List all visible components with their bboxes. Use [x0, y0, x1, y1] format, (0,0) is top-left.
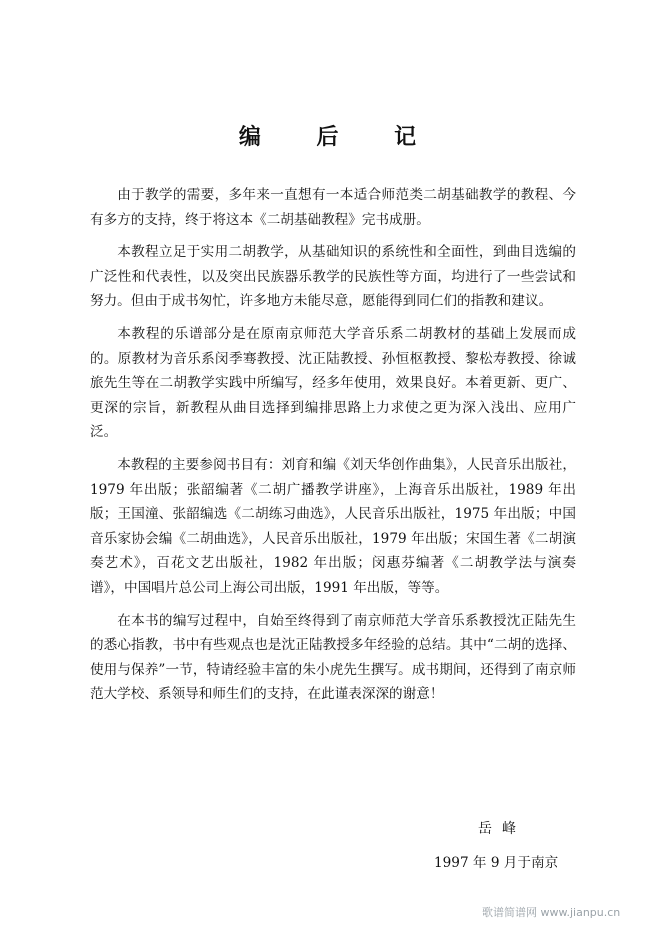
paragraph-2: 本教程立足于实用二胡教学，从基础知识的系统性和全面性，到曲目选编的广泛性和代表性，以及突出民族器乐教学的民族性等方面，均进行了一些尝试和努力。但由于成书匆忙，许多地方未能尽意，愿能得到同仁们的指教和建议。 [90, 244, 576, 310]
paragraph-1: 由于教学的需要，多年来一直想有一本适合师范类二胡基础教学的教程、今有多方的支持，终于将这本《二胡基础教程》完书成册。 [90, 187, 576, 228]
paragraph-5: 在本书的编写过程中，自始至终得到了南京师范大学音乐系教授沈正陆先生的悉心指教，书中有些观点也是沈正陆教授多年经验的总结。其中“二胡的选择、使用与保养”一节，特请经验丰富的朱小虎先生撰写。成书期间，还得到了南京师范大学校、系领导和师生们的支持，在此谨表深深的谢意！ [90, 612, 576, 703]
page-title: 编 后 记 [238, 125, 441, 150]
watermark: 歌谱简谱网 www.jianpu.cn [482, 906, 621, 919]
paragraph-3: 本教程的乐谱部分是在原南京师范大学音乐系二胡教材的基础上发展而成的。原教材为音乐系闵季骞教授、沈正陆教授、孙恒枢教授、黎松寿教授、徐诚旅先生等在二胡教学实践中所编写，经多年使用，效果良好。本着更新、更广、更深的宗旨，新教程从曲目选择到编排思路上力求使之更为深入浅出、应用广泛。 [90, 325, 576, 441]
document-body [90, 183, 576, 715]
signature-date: 1997 年 9 月于南京 [434, 855, 559, 871]
signature-name: 岳峰 [478, 821, 526, 837]
paragraph-4: 本教程的主要参阅书目有：刘育和编《刘天华创作曲集》，人民音乐出版社，1979 年出版；张韶编著《二胡广播教学讲座》，上海音乐出版社，1989 年出版；王国潼、张韶编选《二胡练习曲选》，人民音乐出版社，1975 年出版；中国音乐家协会编《二胡曲选》，人民音乐出版社，1979 年出版；宋国生著《二胡演奏艺术》，百花文艺出版社，1982 年出版；闵惠芬编著《二胡教学法与演奏谱》，中国唱片总公司上海公司出版，1991 年出版，等等。 [90, 456, 576, 596]
